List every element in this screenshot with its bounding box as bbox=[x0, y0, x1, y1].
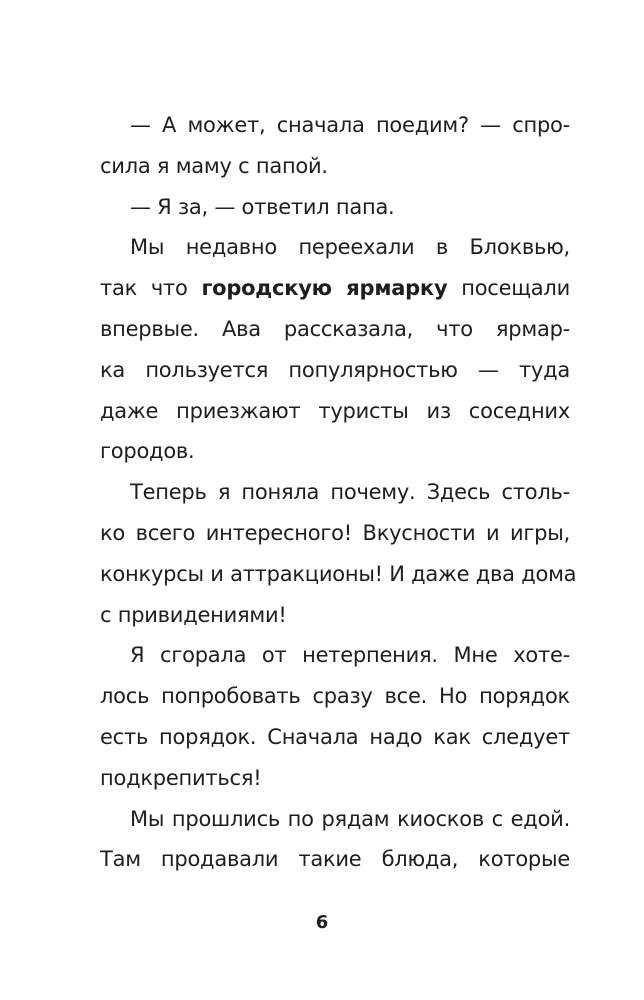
text-line: конкурсы и аттракционы! И даже два дома bbox=[100, 561, 577, 586]
text-line: сила я маму с папой. bbox=[100, 153, 328, 178]
text-line: впервые. Ава рассказала, что ярмар- bbox=[100, 316, 570, 341]
text-line: есть порядок. Сначала надо как следует bbox=[100, 724, 570, 749]
text-line: Теперь я поняла почему. Здесь столь- bbox=[130, 480, 570, 505]
page-text bbox=[100, 105, 577, 880]
page-number: 6 bbox=[315, 912, 329, 933]
text-line: с привидениями! bbox=[100, 602, 287, 627]
text-line: городов. bbox=[100, 439, 195, 464]
text-line: лось попробовать сразу все. Но порядок bbox=[100, 684, 570, 709]
text-line: — Я за, — ответил папа. bbox=[130, 194, 395, 219]
text-line bbox=[100, 268, 570, 309]
text-line-post: посещали bbox=[447, 276, 570, 301]
text-line: — А может, сначала поедим? — спро- bbox=[130, 113, 570, 137]
text-line: ка пользуется популярностью — туда bbox=[100, 357, 570, 382]
text-line: Я сгорала от нетерпения. Мне хоте- bbox=[130, 643, 570, 668]
text-line: подкрепиться! bbox=[100, 765, 262, 790]
text-line-pre: так что bbox=[100, 276, 202, 301]
text-line: даже приезжают туристы из соседних bbox=[100, 398, 570, 423]
text-line: ко всего интересного! Вкусности и игры, bbox=[100, 520, 570, 545]
highlighted-phrase: городскую ярмарку bbox=[201, 276, 448, 301]
text-line: Мы недавно переехали в Блоквью, bbox=[130, 235, 570, 260]
text-line: Мы прошлись по рядам киосков с едой. bbox=[130, 806, 570, 831]
text-line: Там продавали такие блюда, которые bbox=[100, 847, 570, 872]
